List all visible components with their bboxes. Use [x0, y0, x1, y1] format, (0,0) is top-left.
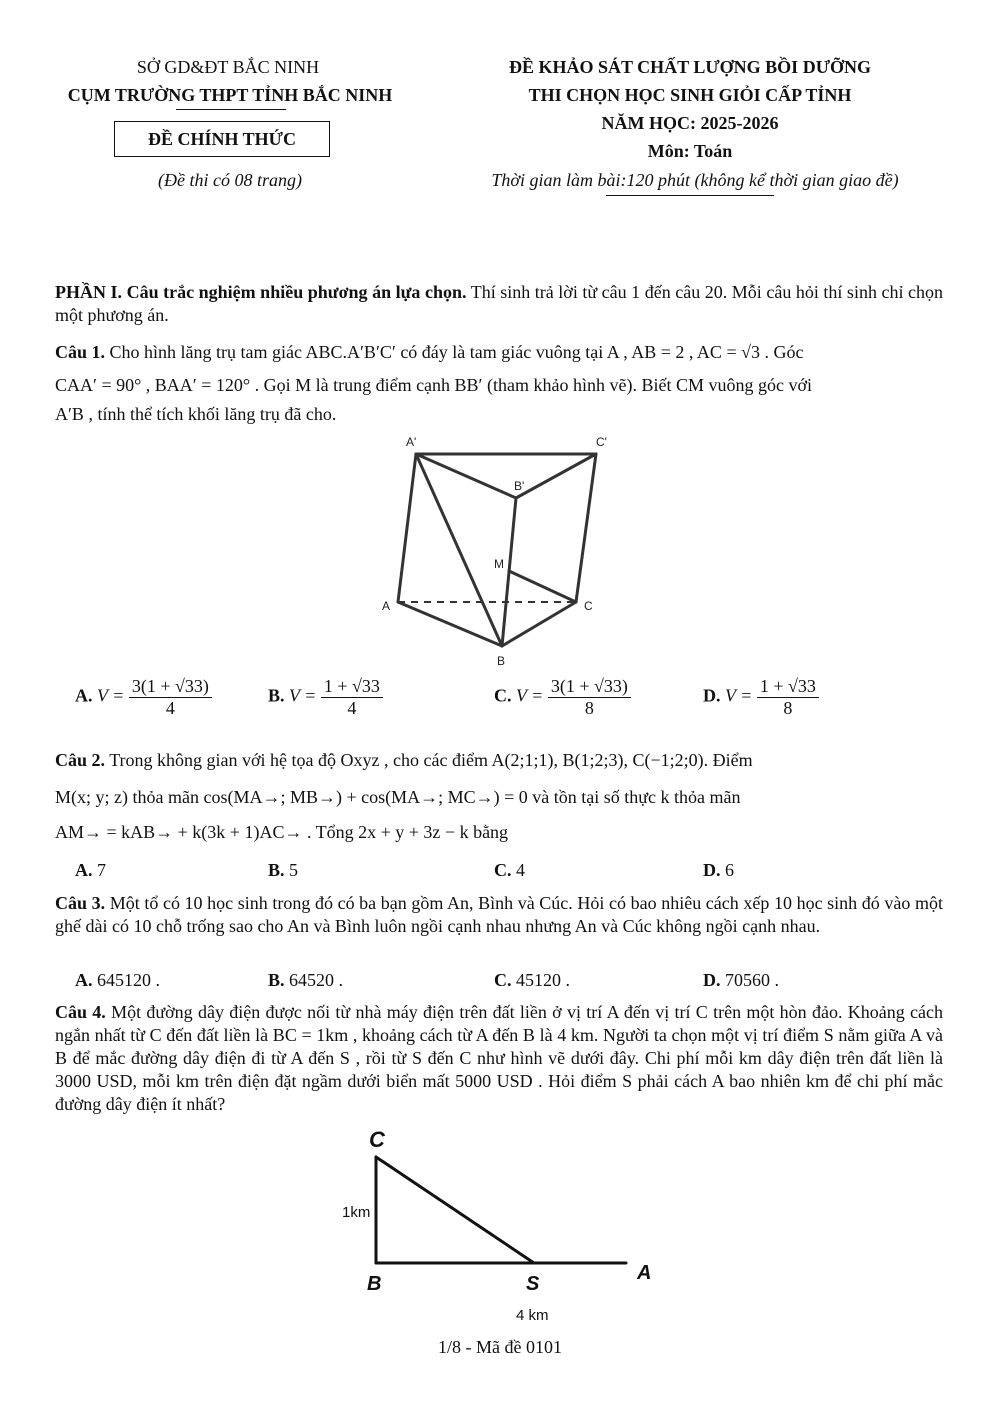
edge-a1b1: [416, 454, 516, 498]
q3-option-d-value: 70560 .: [725, 970, 779, 990]
q3-option-d-key: D.: [703, 970, 721, 990]
q2-option-a[interactable]: [75, 860, 106, 881]
fig-label-a: A: [637, 1262, 652, 1284]
fig-label-c: C: [369, 1127, 385, 1152]
q2-option-d-value: 6: [725, 860, 734, 880]
segment-mc: [509, 571, 576, 602]
q1-option-b[interactable]: [268, 676, 383, 719]
question-1-label: Câu 1.: [55, 342, 106, 362]
q1-option-c-key: C.: [494, 685, 512, 706]
part1-instructions: [55, 281, 943, 327]
question-2-line1: Trong không gian với hệ tọa độ Oxyz , cho các điểm A(2;1;1), B(1;2;3), C(−1;2;0). Điểm: [105, 750, 753, 770]
q1-option-b-key: B.: [268, 685, 285, 706]
question-2-line2: M(x; y; z) thỏa mãn cos(MA→; MB→) + cos(MA→; MC→) = 0 và tồn tại số thực k thỏa mãn: [55, 787, 741, 807]
header-underline-left: [176, 109, 286, 110]
edge-a1a: [398, 454, 416, 602]
question-3: [55, 892, 943, 938]
school-year: NĂM HỌC: 2025-2026: [601, 113, 779, 133]
question-2-label: Câu 2.: [55, 750, 106, 770]
q1-option-a[interactable]: [75, 676, 212, 719]
edge-bc: [502, 602, 576, 646]
q3-option-a[interactable]: [75, 970, 160, 991]
q1-option-d-fraction: [757, 676, 819, 719]
pages-note: (Đề thi có 08 trang): [158, 170, 302, 190]
q1-option-a-fraction: [129, 676, 212, 719]
question-2-line3: AM→ = kAB→ + k(3k + 1)AC→ . Tổng 2x + y + 3z − k bằng: [55, 822, 509, 842]
q1-option-c-denominator: 8: [584, 698, 594, 718]
edge-c1c: [576, 454, 596, 602]
q2-option-d[interactable]: [703, 860, 734, 881]
segment-a1b: [416, 454, 502, 646]
question-4-label: Câu 4.: [55, 1002, 106, 1022]
official-exam-box: ĐỀ CHÍNH THỨC: [114, 121, 330, 157]
label-a-prime: A': [406, 435, 417, 449]
subject: Môn: Toán: [647, 141, 733, 161]
power-line-figure: [320, 1125, 680, 1330]
q1-option-d-key: D.: [703, 685, 721, 706]
q2-option-c[interactable]: [494, 860, 525, 881]
school-cluster-name: CỤM TRƯỜNG THPT TỈNH BẮC NINH: [67, 85, 393, 105]
page-footer: 1/8 - Mã đề 0101: [438, 1337, 562, 1357]
q3-option-b-value: 64520 .: [289, 970, 344, 990]
fig-label-s: S: [526, 1273, 540, 1295]
q1-option-d-numerator: 1 + √33: [757, 676, 819, 698]
q1-option-a-denominator: 4: [165, 698, 175, 718]
q1-option-c-fraction: [548, 676, 631, 719]
q2-option-b-key: B.: [268, 860, 285, 880]
label-b-prime: B': [514, 479, 525, 493]
question-1-line1: Cho hình lăng trụ tam giác ABC.A′B′C′ có đáy là tam giác vuông tại A , AB = 2 , AC = √3 . Góc: [105, 342, 804, 362]
question-1-line2: CAA′ = 90° , BAA′ = 120° . Gọi M là trung điểm cạnh BB′ (tham khảo hình vẽ). Biết CM vuông góc với: [55, 375, 812, 395]
question-1: [55, 341, 943, 426]
q2-option-b-value: 5: [289, 860, 299, 880]
department-name: SỞ GD&ĐT BẮC NINH: [136, 57, 320, 77]
part1-intro: Thí sinh trả lời từ câu 1 đến câu 20. Mỗi câu hỏi thí sinh chỉ chọn một phương án.: [55, 282, 943, 325]
q1-option-d-lhs: V =: [725, 685, 753, 706]
q2-option-c-value: 4: [516, 860, 525, 880]
q3-option-c[interactable]: [494, 970, 570, 991]
question-3-label: Câu 3.: [55, 893, 106, 913]
q1-option-b-fraction: [321, 676, 383, 719]
exam-title-line1: ĐỀ KHẢO SÁT CHẤT LƯỢNG BỒI DƯỠNG: [508, 57, 872, 77]
q1-option-a-key: A.: [75, 685, 93, 706]
edge-b1c1: [516, 454, 596, 498]
q1-option-a-numerator: 3(1 + √33): [129, 676, 212, 698]
part1-title: PHẦN I. Câu trắc nghiệm nhiều phương án lựa chọn.: [55, 282, 467, 302]
label-m: M: [494, 557, 504, 571]
q3-option-a-key: A.: [75, 970, 93, 990]
q3-option-c-value: 45120 .: [516, 970, 570, 990]
q2-option-a-key: A.: [75, 860, 93, 880]
q2-option-b[interactable]: [268, 860, 298, 881]
time-note: Thời gian làm bài:120 phút (không kể thời gian giao đề): [491, 170, 899, 190]
q1-option-b-denominator: 4: [347, 698, 357, 718]
q1-option-d-denominator: 8: [783, 698, 793, 718]
label-c: C: [584, 599, 593, 613]
label-b: B: [497, 654, 506, 668]
q2-option-a-value: 7: [97, 860, 106, 880]
exam-title-line2: THI CHỌN HỌC SINH GIỎI CẤP TỈNH: [528, 85, 852, 105]
q2-option-d-key: D.: [703, 860, 721, 880]
q1-option-a-lhs: V =: [97, 685, 125, 706]
q3-option-b[interactable]: [268, 970, 343, 991]
q3-option-b-key: B.: [268, 970, 285, 990]
q1-option-c-numerator: 3(1 + √33): [548, 676, 631, 698]
q3-option-c-key: C.: [494, 970, 512, 990]
q3-option-d[interactable]: [703, 970, 779, 991]
segment-cs: [376, 1157, 534, 1263]
prism-figure: [370, 432, 630, 672]
label-a: A: [382, 599, 391, 613]
q1-option-b-lhs: V =: [289, 685, 317, 706]
label-c-prime: C': [596, 435, 607, 449]
q1-option-d[interactable]: [703, 676, 819, 719]
q2-option-c-key: C.: [494, 860, 512, 880]
question-4-text: Một đường dây điện được nối từ nhà máy điện trên đất liền ở vị trí A đến vị trí C trên một hòn đảo. Khoảng cách ngắn nhất từ C đến đất liền là BC = 1km , khoảng cách từ A đến B là 4 km. Người ta chọn một vị trí điểm S nằm giữa A và B để mắc đường dây điện đi từ A đến S , rồi từ S đến C như hình vẽ dưới đây. Chi phí mỗi km dây điện trên đất liền là 3000 USD, mỗi km trên điện đặt ngầm dưới biển mất 5000 USD . Hỏi điểm S phải cách A bao nhiên km để chi phí mắc đường dây điện ít nhất?: [55, 1002, 943, 1114]
question-1-line3: A′B , tính thể tích khối lăng trụ đã cho.: [55, 404, 337, 424]
q1-option-c[interactable]: [494, 676, 631, 719]
question-3-text: Một tổ có 10 học sinh trong đó có ba bạn gồm An, Bình và Cúc. Hỏi có bao nhiêu cách xếp 10 học sinh đó vào một ghế dài có 10 chỗ trống sao cho An và Bình luôn ngồi cạnh nhau nhưng An và Cúc không ngồi cạnh nhau.: [55, 893, 943, 936]
header-underline-right: [606, 195, 774, 196]
fig-label-ba-length: 4 km: [516, 1307, 549, 1324]
question-4: [55, 1001, 943, 1116]
fig-label-b: B: [367, 1273, 382, 1295]
fig-label-bc-length: 1km: [342, 1204, 371, 1221]
q3-option-a-value: 645120 .: [97, 970, 160, 990]
q1-option-b-numerator: 1 + √33: [321, 676, 383, 698]
q1-option-c-lhs: V =: [516, 685, 544, 706]
question-2: [55, 749, 943, 844]
